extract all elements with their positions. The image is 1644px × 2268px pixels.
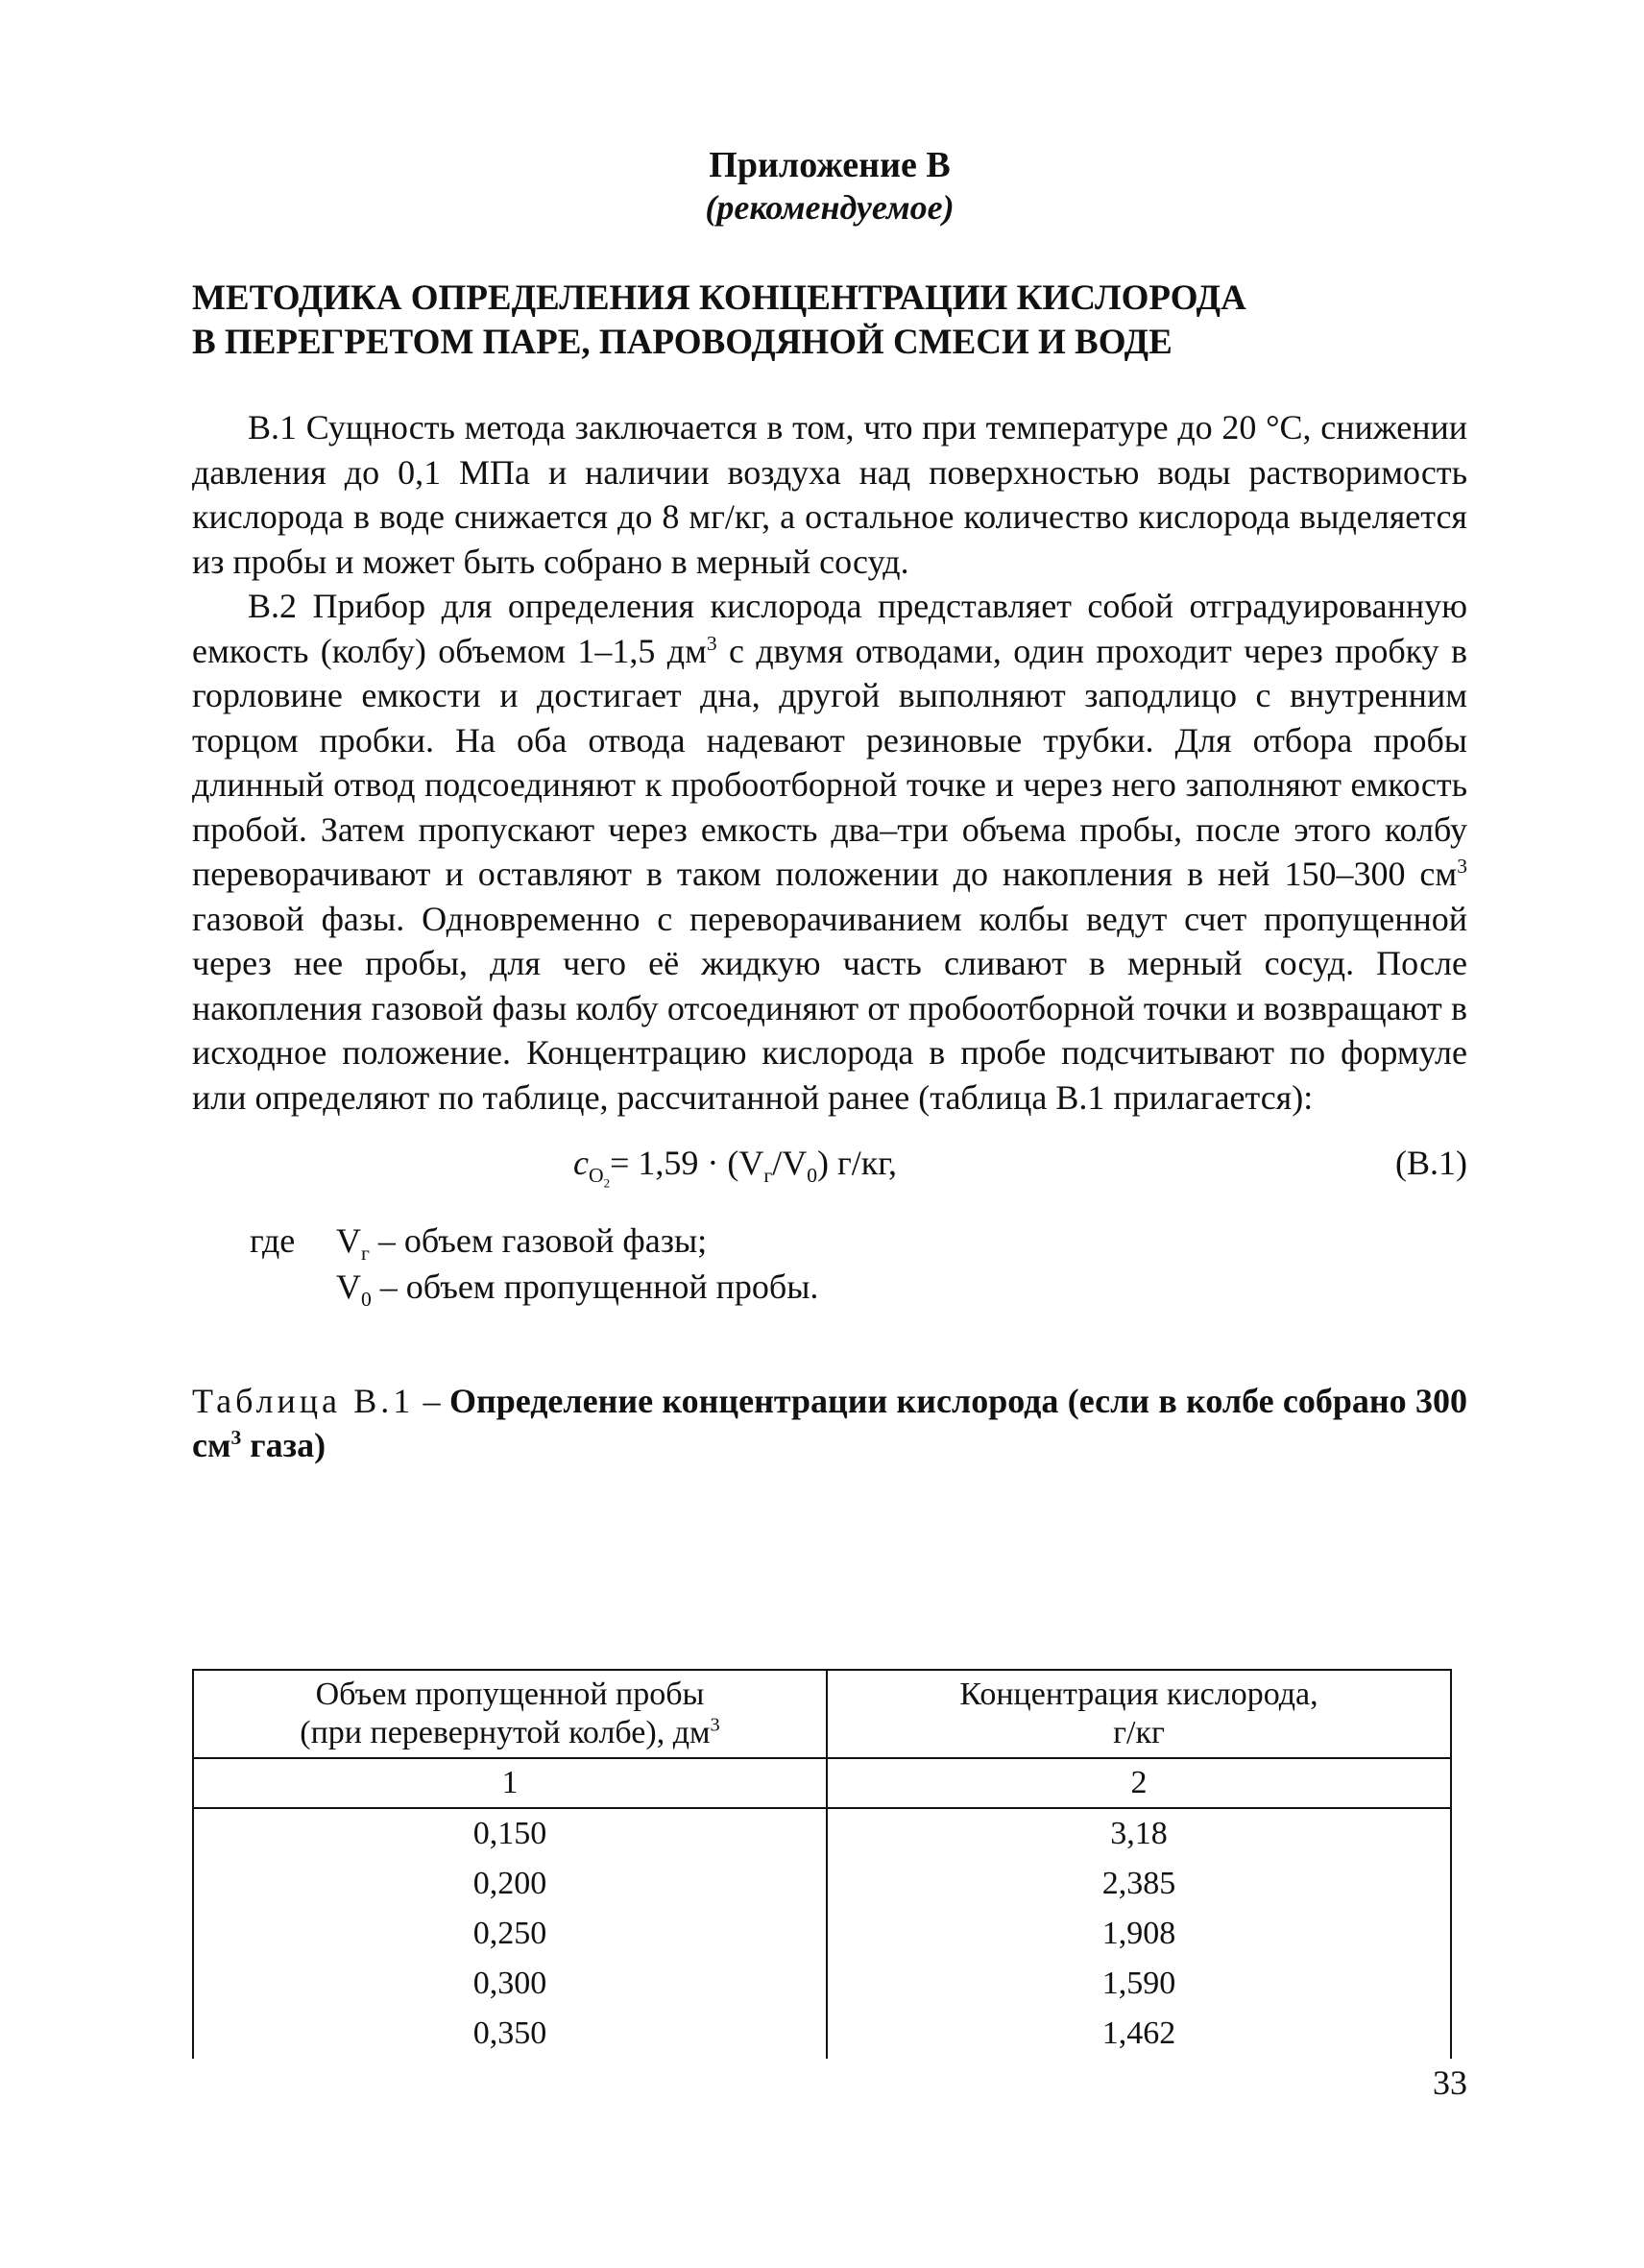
header-concentration-line2: г/кг: [1113, 1715, 1165, 1750]
caption-dash: –: [414, 1382, 449, 1420]
caption-sup: 3: [230, 1426, 242, 1449]
superscript-3: 3: [1457, 855, 1467, 878]
volume-cell: 0,350: [193, 2009, 827, 2059]
formula-end: ) г/кг,: [817, 1144, 897, 1182]
table-row: [193, 1959, 1451, 2009]
volume-cell: 0,300: [193, 1959, 827, 2009]
formula-two: 2: [603, 1175, 611, 1191]
table-row: [193, 1909, 1451, 1959]
volume-cell: 0,150: [193, 1808, 827, 1859]
formula-number: (В.1): [1395, 1144, 1467, 1182]
legend-where-label: где: [250, 1221, 296, 1260]
legend-v-sub: г: [361, 1242, 370, 1266]
column-number-2: 2: [827, 1758, 1451, 1808]
appendix-subtitle: (рекомендуемое): [705, 188, 955, 227]
caption-prefix: Таблица В.1: [192, 1382, 415, 1420]
formula-o: O: [588, 1164, 604, 1188]
heading-line-1: МЕТОДИКА ОПРЕДЕЛЕНИЯ КОНЦЕНТРАЦИИ КИСЛОРОДА: [192, 278, 1246, 318]
formula-rest: = 1,59 · (V: [610, 1144, 764, 1182]
paragraph-b2-part-a: В.2 Прибор для определения кислорода представляет собой отградуированную емкость (колбу) объемом 1–1,5 дм: [192, 587, 1467, 670]
table-header-volume: [193, 1670, 827, 1758]
paragraph-b2-part-b: с двумя отводами, один проходит через пробку в горловине емкости и достигает дна, другой выполняют заподлицо с внутренним торцом пробки. На оба отвода надевают резиновые трубки. Для отбора пробы длинный отвод подсоединяют к пробоотборной точке и через него заполняют емкость пробой. Затем пропускают через емкость два–три объема пробы, после этого колбу переворачивают и оставляют в таком положении до накопления в ней 150–300 см: [192, 631, 1467, 893]
formula-expression: [573, 1143, 897, 1191]
oxygen-table: [192, 1669, 1452, 2059]
page-number: 33: [1433, 2063, 1467, 2102]
volume-cell: 0,250: [193, 1909, 827, 1959]
header-volume-sup: 3: [710, 1714, 720, 1736]
paragraph-b2-part-c: газовой фазы. Одновременно с переворачиванием колбы ведут счет пропущенной через нее пробы, для чего её жидкую часть сливают в мерный сосуд. После накопления газовой фазы колбу отсоединяют от пробоотборной точки и возвращают в исходное положение. Концентрацию кислорода в пробе подсчитывают по формуле или определяют по таблице, рассчитанной ранее (таблица В.1 прилагается):: [192, 899, 1467, 1117]
document-page: [192, 144, 1467, 2051]
header-volume-line2: [194, 1714, 826, 1752]
concentration-cell: 3,18: [827, 1808, 1451, 1859]
heading-line-2: В ПЕРЕГРЕТОМ ПАРЕ, ПАРОВОДЯНОЙ СМЕСИ И ВОДЕ: [192, 323, 1173, 362]
header-concentration-line1: Концентрация кислорода,: [959, 1677, 1318, 1712]
formula-c: c: [573, 1144, 589, 1182]
table-row: [193, 1808, 1451, 1859]
caption-text: Определение концентрации кислорода (если в колбе собрано 300 см: [192, 1382, 1467, 1464]
formula-b1: [192, 1143, 1467, 1191]
legend-v0: [192, 1264, 1467, 1310]
table-row: [193, 1859, 1451, 1909]
concentration-cell: 1,462: [827, 2009, 1451, 2059]
section-heading: [192, 277, 1467, 365]
paragraph-b1: В.1 Сущность метода заключается в том, что при температуре до 20 °С, снижении давления до 0,1 МПа и наличии воздуха над поверхностью воды растворимость кислорода в воде снижается до 8 мг/кг, а остальное количество кислорода выделяется из пробы и может быть собрано в мерный сосуд.: [192, 408, 1467, 581]
header-volume-line1: Объем пропущенной пробы: [315, 1677, 705, 1712]
table-header-concentration: [827, 1670, 1451, 1758]
table-row: [193, 2009, 1451, 2059]
legend-v: V: [336, 1267, 361, 1306]
table-caption: [192, 1379, 1467, 1467]
legend-v: V: [336, 1221, 361, 1260]
volume-cell: 0,200: [193, 1859, 827, 1909]
paragraph-b2: [192, 584, 1467, 1120]
formula-o2-sub: [588, 1164, 611, 1191]
legend-v0-text: – объем пропущенной пробы.: [371, 1267, 819, 1306]
appendix-title: Приложение В: [709, 145, 951, 185]
header-volume-line2-text: (при перевернутой колбе), дм: [300, 1715, 711, 1750]
formula-v0-sub: 0: [807, 1164, 818, 1188]
superscript-3: 3: [706, 631, 717, 655]
formula-mid: /V: [772, 1144, 808, 1182]
legend-v-sub: 0: [361, 1288, 372, 1312]
legend-vg-text: – объем газовой фазы;: [369, 1221, 708, 1260]
concentration-cell: 1,590: [827, 1959, 1451, 2009]
column-number-1: 1: [193, 1758, 827, 1808]
formula-legend: [192, 1218, 1467, 1310]
concentration-cell: 1,908: [827, 1909, 1451, 1959]
concentration-cell: 2,385: [827, 1859, 1451, 1909]
legend-vg: [336, 1218, 707, 1264]
formula-vg-sub: г: [763, 1164, 773, 1188]
caption-end: газа): [241, 1426, 326, 1464]
